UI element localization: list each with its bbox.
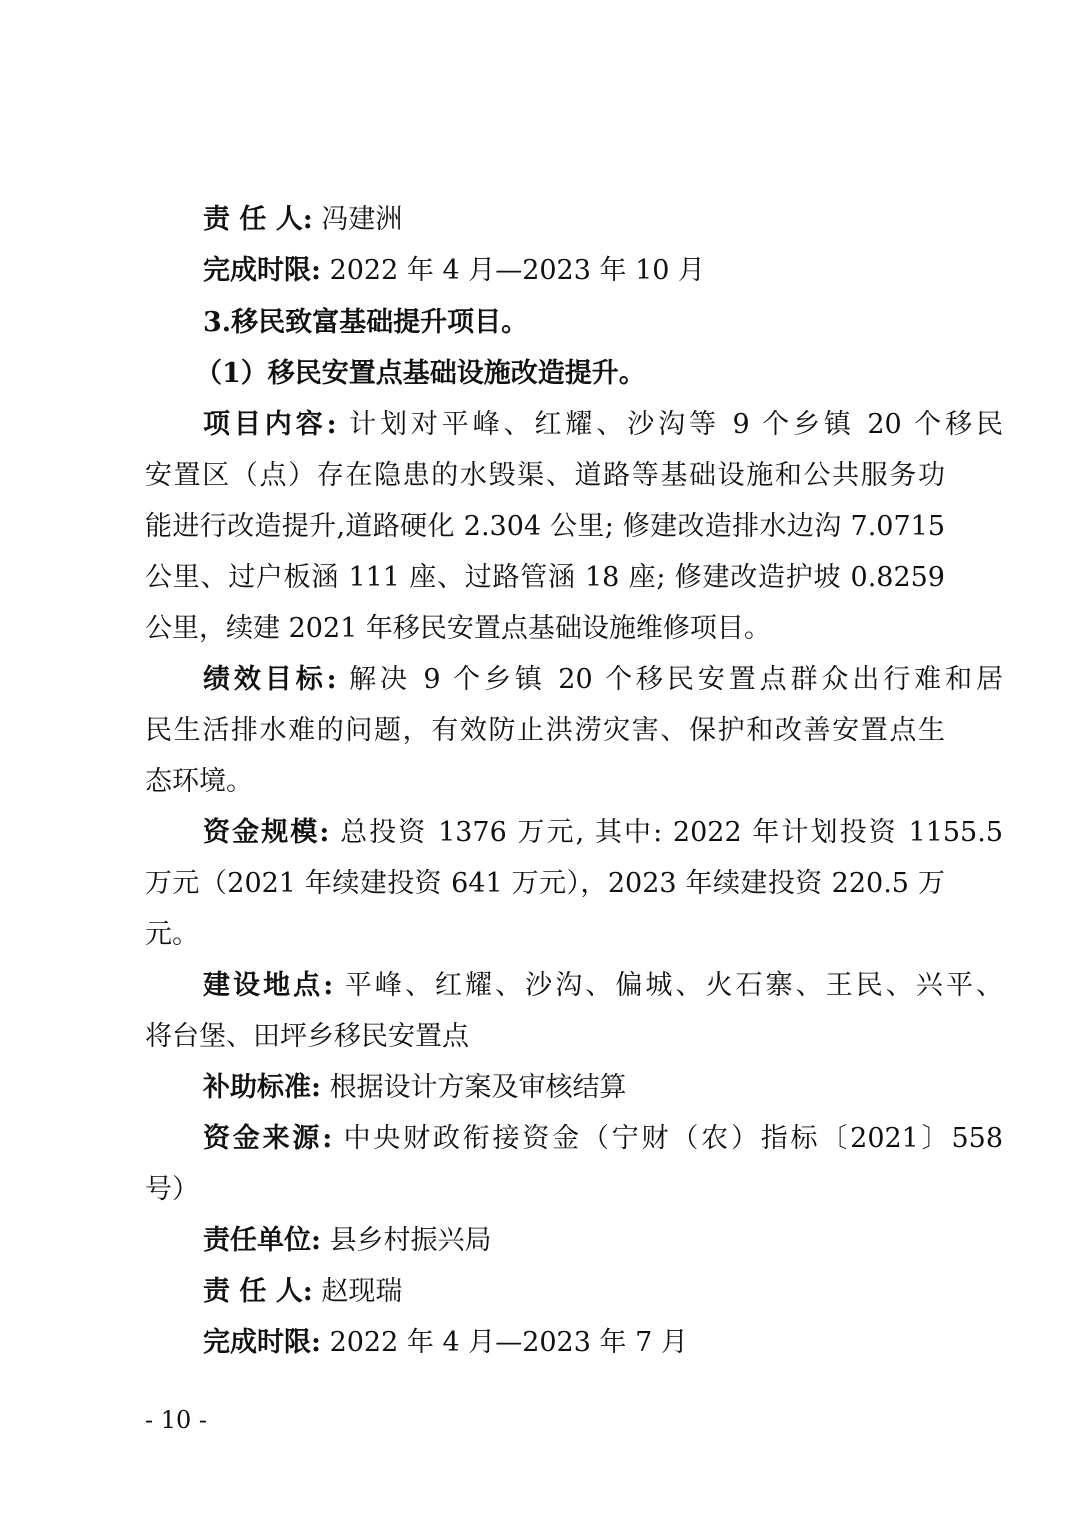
top-deadline-line — [145, 245, 1003, 297]
subsidy-label: 补助标准: — [203, 1072, 321, 1103]
deadline-value: 2022 年 4 月—2023 年 7 月 — [329, 1327, 688, 1358]
funds-line-1 — [145, 807, 1003, 859]
person-label: 责 任 人: — [203, 1276, 313, 1307]
source-label: 资金来源: — [203, 1123, 333, 1154]
goal-line-2: 民生活排水难的问题，有效防止洪涝灾害、保护和改善安置点生 — [145, 715, 945, 746]
source-text-1: 中央财政衔接资金（宁财（农）指标〔2021〕558 — [343, 1123, 1003, 1154]
top-person-line — [145, 194, 1003, 246]
top-deadline-value: 2022 年 4 月—2023 年 10 月 — [329, 255, 706, 286]
content-text-1: 计划对平峰、红耀、沙沟等 9 个乡镇 20 个移民 — [349, 409, 1003, 440]
content-line-1 — [145, 399, 1003, 451]
funds-label: 资金规模: — [203, 817, 330, 848]
funds-line-3: 元。 — [145, 919, 199, 950]
location-text-1: 平峰、红耀、沙沟、偏城、火石寨、王民、兴平、 — [344, 970, 1004, 1001]
location-line-2: 将台堡、田坪乡移民安置点 — [145, 1021, 469, 1052]
unit-line — [145, 1215, 1003, 1267]
location-label: 建设地点: — [203, 970, 334, 1001]
content-label: 项目内容: — [203, 409, 337, 440]
location-line-1 — [145, 960, 1003, 1012]
goal-line-1 — [145, 654, 1003, 706]
content-line-3: 能进行改造提升,道路硬化 2.304 公里; 修建改造排水边沟 7.0715 — [145, 511, 945, 542]
content-line-4: 公里、过户板涵 111 座、过路管涵 18 座; 修建改造护坡 0.8259 — [145, 562, 945, 593]
top-deadline-label: 完成时限: — [203, 255, 321, 286]
source-line-1 — [145, 1113, 1003, 1165]
person-value: 赵现瑞 — [321, 1276, 403, 1307]
subsidy-value: 根据设计方案及审核结算 — [329, 1072, 627, 1103]
unit-value: 县乡村振兴局 — [329, 1225, 492, 1256]
goal-text-1: 解决 9 个乡镇 20 个移民安置点群众出行难和居 — [349, 664, 1003, 695]
sub-heading: （1）移民安置点基础设施改造提升。 — [195, 358, 646, 389]
section-heading: 3.移民致富基础提升项目。 — [203, 307, 529, 338]
funds-text-1: 总投资 1376 万元, 其中: 2022 年计划投资 1155.5 — [340, 817, 1003, 848]
source-line-2: 号） — [145, 1174, 199, 1205]
funds-line-2: 万元（2021 年续建投资 641 万元），2023 年续建投资 220.5 万 — [145, 868, 945, 899]
deadline-label: 完成时限: — [203, 1327, 321, 1358]
deadline-line — [145, 1317, 1003, 1369]
goal-line-3: 态环境。 — [145, 766, 253, 797]
goal-label: 绩效目标: — [203, 664, 337, 695]
unit-label: 责任单位: — [203, 1225, 321, 1256]
content-line-5: 公里，续建 2021 年移民安置点基础设施维修项目。 — [145, 613, 771, 644]
person-line — [145, 1266, 1003, 1318]
subsidy-line — [145, 1062, 1003, 1114]
page-number: - 10 - — [145, 1406, 208, 1434]
top-person-value: 冯建洲 — [321, 204, 403, 235]
content-line-2: 安置区（点）存在隐患的水毁渠、道路等基础设施和公共服务功 — [145, 460, 945, 491]
top-person-label: 责 任 人: — [203, 204, 313, 235]
